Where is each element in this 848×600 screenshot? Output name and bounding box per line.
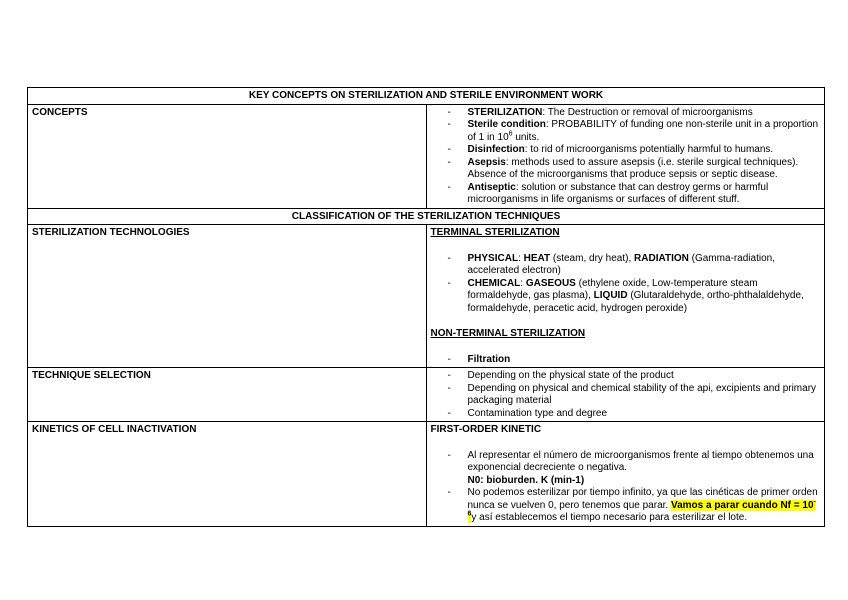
- selection-item: - Contamination type and degree: [431, 408, 821, 421]
- concept-definition: : solution or substance that can destroy germs or harmful microorganisms in life organisms or surfaces of different stuff.: [467, 181, 769, 205]
- physical-item: - PHYSICAL: HEAT (steam, dry heat), RADIATION (Gamma-radiation, accelerated electron): [431, 253, 821, 278]
- kinetics-label: KINETICS OF CELL INACTIVATION: [28, 422, 427, 527]
- selection-cell: [426, 368, 825, 422]
- chemical-item: - CHEMICAL: GASEOUS (ethylene oxide, Low-temperature steam formaldehyde, gas plasma), LIQUID (Glutaraldehyde, ortho-phthalaldehyde, formaldehyde, peracetic acid, hydrogen peroxide): [431, 278, 821, 316]
- first-order-heading: FIRST-ORDER KINETIC: [430, 424, 542, 435]
- technologies-row: [28, 225, 825, 368]
- concepts-list: [431, 107, 821, 207]
- concept-definition: : to rid of microorganisms potentially harmful to humans.: [524, 144, 774, 155]
- concept-item: [431, 107, 821, 120]
- kinetics-row: [28, 422, 825, 527]
- concept-definition: : The Destruction or removal of microorganisms: [542, 106, 753, 118]
- concept-item: [431, 119, 821, 144]
- kinetics-item: - Al representar el número de microorganismos frente al tiempo obtenemos una exponencial decreciente o negativa. N0: bioburden. K (min-1): [431, 450, 821, 488]
- kinetics-cell: [426, 422, 825, 527]
- concept-term: Antiseptic: [467, 181, 516, 193]
- terminal-sterilization-heading: TERMINAL STERILIZATION: [430, 227, 560, 238]
- highlighted-text: Vamos a parar cuando $Nf = 10^{-6}$: [468, 500, 816, 524]
- selection-item: - Depending on physical and chemical stability of the api, excipients and primary packaging material: [431, 383, 821, 408]
- concept-term: Sterile condition: [467, 119, 546, 130]
- selection-label: TECHNIQUE SELECTION: [28, 368, 427, 422]
- selection-item: - Depending on the physical state of the product: [431, 370, 821, 383]
- bioburden-note: N0: bioburden. K (min-1): [467, 474, 585, 486]
- concept-definition-end: units.: [512, 131, 540, 143]
- filtration-item: - Filtration: [431, 354, 821, 367]
- terminal-list: [431, 253, 821, 316]
- concept-definition: : methods used to assure asepsis (i.e. sterile surgical techniques). Absence of the microorganisms that produce sepsis or septic disease.: [467, 156, 799, 180]
- concepts-label: CONCEPTS: [28, 104, 427, 208]
- non-terminal-sterilization-heading: NON-TERMINAL STERILIZATION: [430, 328, 586, 339]
- concept-term: Asepsis: [467, 156, 506, 168]
- kinetics-list: [431, 450, 821, 525]
- selection-row: [28, 368, 825, 422]
- concept-definition: : PROBABILITY of funding one non-sterile unit in a proportion of 1 in 10: [467, 119, 819, 143]
- classification-title: CLASSIFICATION OF THE STERILIZATION TECHNIQUES: [28, 208, 825, 225]
- title-row: [28, 88, 825, 105]
- concept-term: Disinfection: [467, 144, 525, 155]
- concept-term: STERILIZATION: [467, 106, 543, 118]
- document-title: KEY CONCEPTS ON STERILIZATION AND STERILE ENVIRONMENT WORK: [28, 88, 825, 105]
- key-concepts-table: [27, 87, 825, 527]
- kinetics-item: - No podemos esterilizar por tiempo infinito, ya que las cinéticas de primer orden nunca se vuelven 0, pero tenemos que parar. Vamos a parar cuando $Nf = 10^{-6}y$ así establecemos el tiempo necesario para esterilizar el lote.: [431, 487, 821, 525]
- concepts-row: [28, 104, 825, 208]
- technologies-label: STERILIZATION TECHNOLOGIES: [28, 225, 427, 368]
- non-terminal-list: [431, 354, 821, 367]
- concept-item: [431, 157, 821, 182]
- concept-item: [431, 144, 821, 157]
- exponent: 6: [508, 130, 513, 138]
- technologies-cell: [426, 225, 825, 368]
- selection-list: [431, 370, 821, 420]
- concept-item: [431, 182, 821, 207]
- concepts-cell: [426, 104, 825, 208]
- classification-title-row: [28, 208, 825, 225]
